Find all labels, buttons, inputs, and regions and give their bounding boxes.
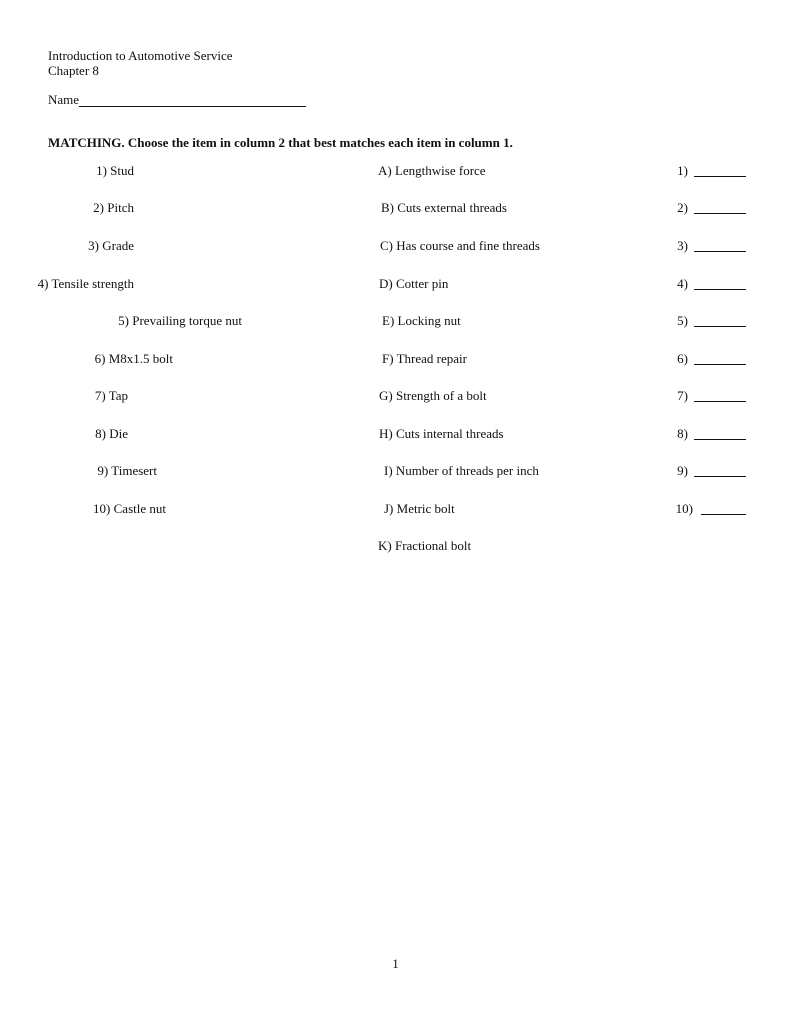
term-item: 2) Pitch <box>93 200 134 215</box>
matching-row <box>0 200 791 218</box>
answer-blank[interactable] <box>694 326 746 327</box>
definition-item: F) Thread repair <box>382 351 467 366</box>
matching-row <box>0 163 791 181</box>
definition-item: J) Metric bolt <box>384 501 455 516</box>
answer-number: 3) <box>677 238 688 253</box>
answer-blank[interactable] <box>694 401 746 402</box>
term-item: 3) Grade <box>88 238 134 253</box>
page-number: 1 <box>392 956 399 971</box>
term-item: 4) Tensile strength <box>37 276 134 291</box>
definition-item: H) Cuts internal threads <box>379 426 504 441</box>
answer-number: 9) <box>677 463 688 478</box>
definition-item: E) Locking nut <box>382 313 461 328</box>
matching-row <box>0 238 791 256</box>
name-label: Name <box>48 92 80 107</box>
matching-row <box>0 426 791 444</box>
term-item: 5) Prevailing torque nut <box>118 313 242 328</box>
answer-blank[interactable] <box>701 514 746 515</box>
answer-blank[interactable] <box>694 251 746 252</box>
matching-row <box>0 388 791 406</box>
chapter-label: Chapter 8 <box>48 63 99 78</box>
term-item: 10) Castle nut <box>93 501 166 516</box>
term-item: 9) Timesert <box>97 463 157 478</box>
definition-item: B) Cuts external threads <box>381 200 507 215</box>
answer-blank[interactable] <box>694 439 746 440</box>
answer-number: 7) <box>677 388 688 403</box>
definition-item: G) Strength of a bolt <box>379 388 487 403</box>
term-item: 1) Stud <box>96 163 134 178</box>
document-header <box>48 48 233 78</box>
definition-item: K) Fractional bolt <box>378 538 472 553</box>
answer-blank[interactable] <box>694 213 746 214</box>
name-blank[interactable] <box>79 94 306 107</box>
name-field <box>48 92 306 107</box>
definition-item: C) Has course and fine threads <box>380 238 540 253</box>
term-item: 6) M8x1.5 bolt <box>94 351 173 366</box>
definition-item: A) Lengthwise force <box>378 163 486 178</box>
answer-blank[interactable] <box>694 176 746 177</box>
matching-row <box>0 276 791 294</box>
answer-blank[interactable] <box>694 289 746 290</box>
answer-number: 2) <box>677 200 688 215</box>
term-item: 8) Die <box>95 426 128 441</box>
matching-row <box>0 313 791 331</box>
answer-number: 10) <box>675 501 693 516</box>
answer-number: 5) <box>677 313 688 328</box>
answer-number: 6) <box>677 351 688 366</box>
matching-row <box>0 351 791 369</box>
term-item: 7) Tap <box>94 388 128 403</box>
definition-item: I) Number of threads per inch <box>384 463 539 478</box>
matching-row <box>0 463 791 481</box>
matching-row <box>0 538 791 556</box>
matching-row <box>0 501 791 519</box>
answer-number: 4) <box>677 276 688 291</box>
course-title: Introduction to Automotive Service <box>48 48 233 63</box>
answer-number: 8) <box>677 426 688 441</box>
answer-number: 1) <box>677 163 688 178</box>
answer-blank[interactable] <box>694 364 746 365</box>
definition-item: D) Cotter pin <box>379 276 449 291</box>
instructions: MATCHING. Choose the item in column 2 that best matches each item in column 1. <box>48 135 513 150</box>
answer-blank[interactable] <box>694 476 746 477</box>
